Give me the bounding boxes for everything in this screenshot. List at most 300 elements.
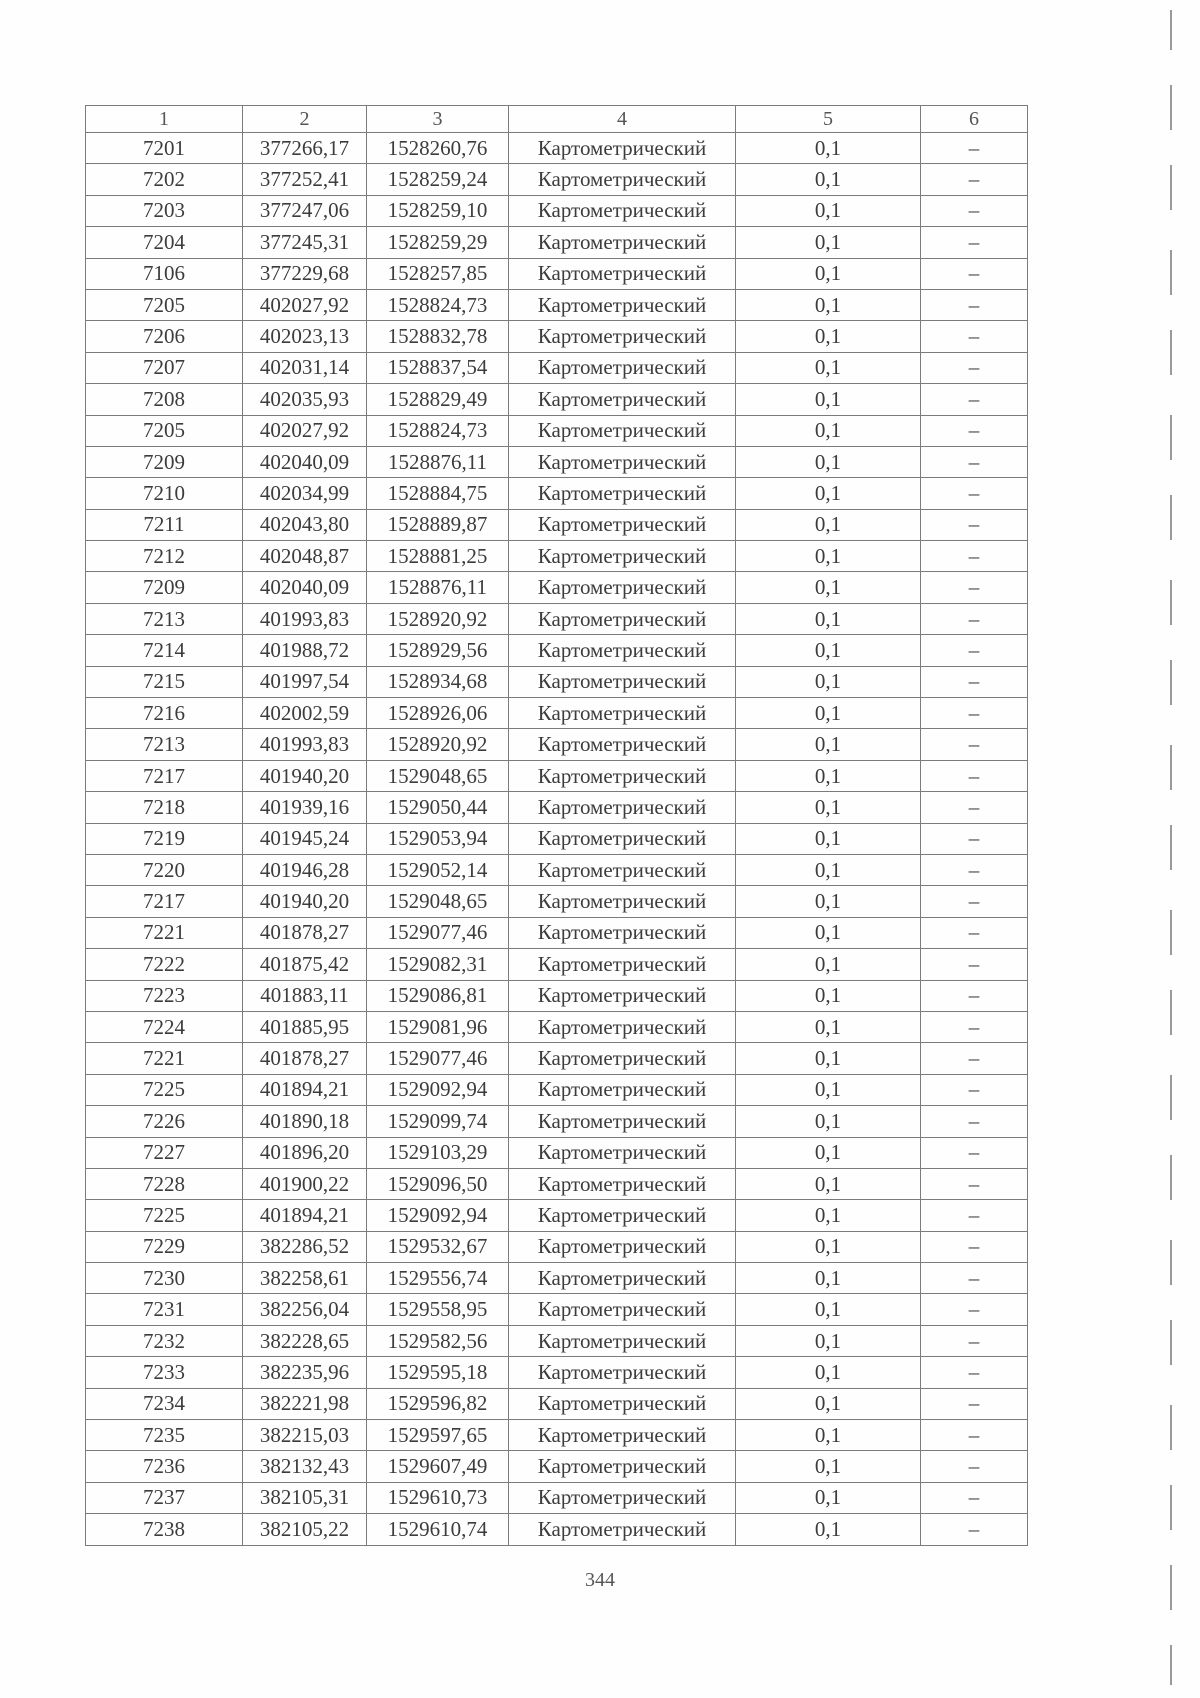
table-row <box>86 415 1028 446</box>
cell-x-coordinate: 401894,21 <box>243 1200 367 1231</box>
cell-note: – <box>921 823 1028 854</box>
cell-note: – <box>921 1043 1028 1074</box>
cell-method: Картометрический <box>509 384 736 415</box>
cell-y-coordinate: 1529092,94 <box>367 1074 509 1105</box>
cell-y-coordinate: 1529050,44 <box>367 792 509 823</box>
table-row <box>86 1074 1028 1105</box>
table-row <box>86 886 1028 917</box>
table-row <box>86 478 1028 509</box>
cell-point-number: 7205 <box>86 289 243 320</box>
cell-x-coordinate: 382105,22 <box>243 1514 367 1545</box>
cell-x-coordinate: 402040,09 <box>243 446 367 477</box>
cell-accuracy: 0,1 <box>736 1231 921 1262</box>
cell-method: Картометрический <box>509 1451 736 1482</box>
cell-accuracy: 0,1 <box>736 917 921 948</box>
cell-accuracy: 0,1 <box>736 1325 921 1356</box>
margin-mark <box>1170 1240 1172 1285</box>
table-row <box>86 133 1028 164</box>
cell-note: – <box>921 258 1028 289</box>
cell-y-coordinate: 1528260,76 <box>367 133 509 164</box>
margin-mark <box>1170 745 1172 790</box>
cell-x-coordinate: 401946,28 <box>243 854 367 885</box>
table-row <box>86 352 1028 383</box>
cell-note: – <box>921 792 1028 823</box>
cell-method: Картометрический <box>509 1043 736 1074</box>
cell-point-number: 7237 <box>86 1482 243 1513</box>
table-row <box>86 384 1028 415</box>
cell-point-number: 7213 <box>86 603 243 634</box>
cell-y-coordinate: 1529610,73 <box>367 1482 509 1513</box>
cell-point-number: 7215 <box>86 666 243 697</box>
cell-y-coordinate: 1528259,24 <box>367 164 509 195</box>
margin-mark <box>1170 1485 1172 1530</box>
margin-mark <box>1170 1155 1172 1200</box>
cell-note: – <box>921 1357 1028 1388</box>
table-row <box>86 1514 1028 1545</box>
cell-x-coordinate: 401993,83 <box>243 729 367 760</box>
cell-point-number: 7221 <box>86 1043 243 1074</box>
cell-accuracy: 0,1 <box>736 289 921 320</box>
cell-note: – <box>921 1420 1028 1451</box>
cell-accuracy: 0,1 <box>736 729 921 760</box>
cell-y-coordinate: 1528876,11 <box>367 572 509 603</box>
cell-note: – <box>921 603 1028 634</box>
table-row <box>86 1420 1028 1451</box>
cell-point-number: 7213 <box>86 729 243 760</box>
cell-point-number: 7201 <box>86 133 243 164</box>
header-cell-5: 5 <box>736 106 921 133</box>
cell-note: – <box>921 384 1028 415</box>
table-row <box>86 195 1028 226</box>
cell-method: Картометрический <box>509 729 736 760</box>
cell-x-coordinate: 401940,20 <box>243 886 367 917</box>
cell-method: Картометрический <box>509 164 736 195</box>
table-row <box>86 289 1028 320</box>
cell-accuracy: 0,1 <box>736 1388 921 1419</box>
cell-accuracy: 0,1 <box>736 227 921 258</box>
margin-mark <box>1170 85 1172 130</box>
cell-method: Картометрический <box>509 1388 736 1419</box>
cell-method: Картометрический <box>509 1074 736 1105</box>
margin-mark <box>1170 1645 1172 1685</box>
cell-x-coordinate: 401945,24 <box>243 823 367 854</box>
cell-point-number: 7228 <box>86 1168 243 1199</box>
header-row <box>86 106 1028 133</box>
cell-y-coordinate: 1528920,92 <box>367 603 509 634</box>
cell-x-coordinate: 377252,41 <box>243 164 367 195</box>
cell-accuracy: 0,1 <box>736 572 921 603</box>
cell-x-coordinate: 401885,95 <box>243 1011 367 1042</box>
table-row <box>86 164 1028 195</box>
cell-accuracy: 0,1 <box>736 541 921 572</box>
cell-method: Картометрический <box>509 1420 736 1451</box>
cell-point-number: 7217 <box>86 886 243 917</box>
cell-y-coordinate: 1529096,50 <box>367 1168 509 1199</box>
cell-note: – <box>921 572 1028 603</box>
cell-accuracy: 0,1 <box>736 1043 921 1074</box>
cell-method: Картометрический <box>509 1231 736 1262</box>
cell-y-coordinate: 1529053,94 <box>367 823 509 854</box>
cell-note: – <box>921 509 1028 540</box>
cell-note: – <box>921 1231 1028 1262</box>
cell-x-coordinate: 402043,80 <box>243 509 367 540</box>
margin-mark <box>1170 165 1172 210</box>
cell-point-number: 7206 <box>86 321 243 352</box>
cell-note: – <box>921 541 1028 572</box>
margin-mark <box>1170 250 1172 295</box>
cell-x-coordinate: 401894,21 <box>243 1074 367 1105</box>
cell-y-coordinate: 1528259,29 <box>367 227 509 258</box>
cell-method: Картометрический <box>509 133 736 164</box>
cell-note: – <box>921 289 1028 320</box>
cell-note: – <box>921 1200 1028 1231</box>
cell-method: Картометрический <box>509 1106 736 1137</box>
table-row <box>86 917 1028 948</box>
cell-y-coordinate: 1529596,82 <box>367 1388 509 1419</box>
cell-x-coordinate: 401900,22 <box>243 1168 367 1199</box>
cell-method: Картометрический <box>509 1137 736 1168</box>
cell-x-coordinate: 401993,83 <box>243 603 367 634</box>
cell-point-number: 7226 <box>86 1106 243 1137</box>
cell-y-coordinate: 1528259,10 <box>367 195 509 226</box>
cell-accuracy: 0,1 <box>736 792 921 823</box>
cell-method: Картометрический <box>509 1200 736 1231</box>
cell-note: – <box>921 666 1028 697</box>
cell-y-coordinate: 1528881,25 <box>367 541 509 572</box>
cell-method: Картометрический <box>509 1514 736 1545</box>
cell-x-coordinate: 382221,98 <box>243 1388 367 1419</box>
cell-method: Картометрический <box>509 258 736 289</box>
cell-accuracy: 0,1 <box>736 1074 921 1105</box>
header-cell-6: 6 <box>921 106 1028 133</box>
cell-accuracy: 0,1 <box>736 133 921 164</box>
cell-point-number: 7236 <box>86 1451 243 1482</box>
cell-point-number: 7214 <box>86 635 243 666</box>
cell-accuracy: 0,1 <box>736 1451 921 1482</box>
table-row <box>86 572 1028 603</box>
table-row <box>86 729 1028 760</box>
cell-note: – <box>921 917 1028 948</box>
cell-point-number: 7234 <box>86 1388 243 1419</box>
table-row <box>86 980 1028 1011</box>
cell-accuracy: 0,1 <box>736 415 921 446</box>
cell-y-coordinate: 1528920,92 <box>367 729 509 760</box>
cell-note: – <box>921 195 1028 226</box>
cell-method: Картометрический <box>509 603 736 634</box>
cell-note: – <box>921 1074 1028 1105</box>
cell-accuracy: 0,1 <box>736 1294 921 1325</box>
cell-note: – <box>921 1137 1028 1168</box>
cell-method: Картометрический <box>509 415 736 446</box>
cell-accuracy: 0,1 <box>736 195 921 226</box>
cell-y-coordinate: 1529607,49 <box>367 1451 509 1482</box>
cell-accuracy: 0,1 <box>736 666 921 697</box>
cell-method: Картометрический <box>509 1482 736 1513</box>
cell-accuracy: 0,1 <box>736 478 921 509</box>
cell-accuracy: 0,1 <box>736 352 921 383</box>
cell-y-coordinate: 1529077,46 <box>367 1043 509 1074</box>
cell-x-coordinate: 401890,18 <box>243 1106 367 1137</box>
cell-point-number: 7217 <box>86 760 243 791</box>
cell-y-coordinate: 1528837,54 <box>367 352 509 383</box>
header-cell-4: 4 <box>509 106 736 133</box>
cell-note: – <box>921 164 1028 195</box>
cell-accuracy: 0,1 <box>736 1106 921 1137</box>
table-row <box>86 1263 1028 1294</box>
cell-x-coordinate: 401883,11 <box>243 980 367 1011</box>
margin-mark <box>1170 910 1172 955</box>
cell-y-coordinate: 1529086,81 <box>367 980 509 1011</box>
cell-method: Картометрический <box>509 666 736 697</box>
cell-x-coordinate: 402023,13 <box>243 321 367 352</box>
cell-x-coordinate: 382256,04 <box>243 1294 367 1325</box>
cell-x-coordinate: 382235,96 <box>243 1357 367 1388</box>
cell-point-number: 7202 <box>86 164 243 195</box>
cell-x-coordinate: 402027,92 <box>243 415 367 446</box>
cell-method: Картометрический <box>509 823 736 854</box>
header-cell-1: 1 <box>86 106 243 133</box>
cell-method: Картометрический <box>509 980 736 1011</box>
cell-method: Картометрический <box>509 572 736 603</box>
margin-mark <box>1170 10 1172 50</box>
cell-y-coordinate: 1528926,06 <box>367 698 509 729</box>
cell-point-number: 7238 <box>86 1514 243 1545</box>
table-row <box>86 854 1028 885</box>
table-row <box>86 949 1028 980</box>
cell-point-number: 7207 <box>86 352 243 383</box>
cell-accuracy: 0,1 <box>736 854 921 885</box>
table-row <box>86 1388 1028 1419</box>
margin-mark <box>1170 415 1172 460</box>
cell-note: – <box>921 1011 1028 1042</box>
cell-method: Картометрический <box>509 1263 736 1294</box>
table-row <box>86 635 1028 666</box>
table-row <box>86 446 1028 477</box>
margin-mark <box>1170 1320 1172 1365</box>
cell-method: Картометрический <box>509 227 736 258</box>
margin-mark <box>1170 330 1172 375</box>
cell-point-number: 7235 <box>86 1420 243 1451</box>
cell-accuracy: 0,1 <box>736 1263 921 1294</box>
cell-x-coordinate: 401875,42 <box>243 949 367 980</box>
cell-note: – <box>921 1263 1028 1294</box>
cell-x-coordinate: 402040,09 <box>243 572 367 603</box>
cell-accuracy: 0,1 <box>736 980 921 1011</box>
cell-x-coordinate: 402048,87 <box>243 541 367 572</box>
cell-x-coordinate: 401878,27 <box>243 1043 367 1074</box>
cell-x-coordinate: 377245,31 <box>243 227 367 258</box>
cell-note: – <box>921 760 1028 791</box>
table-row <box>86 227 1028 258</box>
cell-y-coordinate: 1528824,73 <box>367 289 509 320</box>
cell-note: – <box>921 415 1028 446</box>
cell-x-coordinate: 382105,31 <box>243 1482 367 1513</box>
cell-y-coordinate: 1529582,56 <box>367 1325 509 1356</box>
cell-note: – <box>921 1106 1028 1137</box>
cell-note: – <box>921 446 1028 477</box>
cell-method: Картометрический <box>509 478 736 509</box>
table-row <box>86 1168 1028 1199</box>
cell-method: Картометрический <box>509 886 736 917</box>
cell-point-number: 7205 <box>86 415 243 446</box>
cell-accuracy: 0,1 <box>736 1168 921 1199</box>
cell-note: – <box>921 949 1028 980</box>
cell-x-coordinate: 382228,65 <box>243 1325 367 1356</box>
cell-note: – <box>921 1451 1028 1482</box>
table-row <box>86 792 1028 823</box>
table-row <box>86 1451 1028 1482</box>
cell-note: – <box>921 1482 1028 1513</box>
cell-y-coordinate: 1529052,14 <box>367 854 509 885</box>
cell-accuracy: 0,1 <box>736 384 921 415</box>
cell-point-number: 7225 <box>86 1074 243 1105</box>
cell-y-coordinate: 1528929,56 <box>367 635 509 666</box>
cell-note: – <box>921 1325 1028 1356</box>
cell-accuracy: 0,1 <box>736 635 921 666</box>
cell-x-coordinate: 401940,20 <box>243 760 367 791</box>
cell-point-number: 7210 <box>86 478 243 509</box>
cell-accuracy: 0,1 <box>736 1137 921 1168</box>
cell-x-coordinate: 382258,61 <box>243 1263 367 1294</box>
cell-point-number: 7209 <box>86 446 243 477</box>
cell-point-number: 7223 <box>86 980 243 1011</box>
cell-accuracy: 0,1 <box>736 258 921 289</box>
cell-accuracy: 0,1 <box>736 1200 921 1231</box>
cell-accuracy: 0,1 <box>736 509 921 540</box>
cell-y-coordinate: 1528832,78 <box>367 321 509 352</box>
cell-x-coordinate: 401878,27 <box>243 917 367 948</box>
table-row <box>86 509 1028 540</box>
cell-note: – <box>921 1294 1028 1325</box>
cell-accuracy: 0,1 <box>736 949 921 980</box>
cell-accuracy: 0,1 <box>736 321 921 352</box>
cell-point-number: 7216 <box>86 698 243 729</box>
binding-margin-marks <box>1160 0 1200 1698</box>
table-row <box>86 1200 1028 1231</box>
cell-method: Картометрический <box>509 635 736 666</box>
table-row <box>86 1011 1028 1042</box>
cell-y-coordinate: 1529103,29 <box>367 1137 509 1168</box>
margin-mark <box>1170 1565 1172 1610</box>
cell-method: Картометрический <box>509 509 736 540</box>
cell-point-number: 7211 <box>86 509 243 540</box>
cell-accuracy: 0,1 <box>736 886 921 917</box>
cell-method: Картометрический <box>509 1357 736 1388</box>
cell-note: – <box>921 1168 1028 1199</box>
table-row <box>86 1043 1028 1074</box>
cell-x-coordinate: 402002,59 <box>243 698 367 729</box>
cell-point-number: 7221 <box>86 917 243 948</box>
cell-method: Картометрический <box>509 1168 736 1199</box>
margin-mark <box>1170 660 1172 705</box>
cell-point-number: 7233 <box>86 1357 243 1388</box>
cell-point-number: 7218 <box>86 792 243 823</box>
cell-y-coordinate: 1529558,95 <box>367 1294 509 1325</box>
cell-note: – <box>921 980 1028 1011</box>
cell-accuracy: 0,1 <box>736 698 921 729</box>
cell-note: – <box>921 227 1028 258</box>
cell-note: – <box>921 729 1028 760</box>
cell-note: – <box>921 1514 1028 1545</box>
cell-accuracy: 0,1 <box>736 446 921 477</box>
cell-accuracy: 0,1 <box>736 164 921 195</box>
cell-note: – <box>921 635 1028 666</box>
cell-x-coordinate: 401988,72 <box>243 635 367 666</box>
cell-note: – <box>921 321 1028 352</box>
cell-note: – <box>921 886 1028 917</box>
cell-note: – <box>921 133 1028 164</box>
cell-x-coordinate: 401896,20 <box>243 1137 367 1168</box>
cell-method: Картометрический <box>509 195 736 226</box>
cell-point-number: 7222 <box>86 949 243 980</box>
cell-x-coordinate: 402031,14 <box>243 352 367 383</box>
cell-note: – <box>921 1388 1028 1419</box>
table-row <box>86 541 1028 572</box>
margin-mark <box>1170 1075 1172 1120</box>
cell-y-coordinate: 1528824,73 <box>367 415 509 446</box>
margin-mark <box>1170 580 1172 625</box>
cell-accuracy: 0,1 <box>736 1514 921 1545</box>
cell-method: Картометрический <box>509 792 736 823</box>
cell-method: Картометрический <box>509 1294 736 1325</box>
cell-note: – <box>921 478 1028 509</box>
cell-point-number: 7230 <box>86 1263 243 1294</box>
header-cell-2: 2 <box>243 106 367 133</box>
cell-point-number: 7204 <box>86 227 243 258</box>
table-row <box>86 1294 1028 1325</box>
margin-mark <box>1170 825 1172 870</box>
cell-point-number: 7208 <box>86 384 243 415</box>
table-row <box>86 1137 1028 1168</box>
cell-x-coordinate: 377266,17 <box>243 133 367 164</box>
cell-y-coordinate: 1528876,11 <box>367 446 509 477</box>
cell-method: Картометрический <box>509 1011 736 1042</box>
cell-point-number: 7231 <box>86 1294 243 1325</box>
cell-method: Картометрический <box>509 698 736 729</box>
cell-y-coordinate: 1528889,87 <box>367 509 509 540</box>
cell-y-coordinate: 1529099,74 <box>367 1106 509 1137</box>
table-row <box>86 258 1028 289</box>
cell-method: Картометрический <box>509 949 736 980</box>
table-row <box>86 760 1028 791</box>
cell-point-number: 7227 <box>86 1137 243 1168</box>
table-row <box>86 823 1028 854</box>
cell-method: Картометрический <box>509 352 736 383</box>
cell-method: Картометрический <box>509 446 736 477</box>
cell-y-coordinate: 1529048,65 <box>367 760 509 791</box>
cell-point-number: 7203 <box>86 195 243 226</box>
cell-x-coordinate: 402034,99 <box>243 478 367 509</box>
margin-mark <box>1170 990 1172 1035</box>
table-row <box>86 1106 1028 1137</box>
cell-y-coordinate: 1529610,74 <box>367 1514 509 1545</box>
cell-x-coordinate: 402027,92 <box>243 289 367 320</box>
cell-accuracy: 0,1 <box>736 1420 921 1451</box>
margin-mark <box>1170 495 1172 540</box>
cell-point-number: 7229 <box>86 1231 243 1262</box>
cell-x-coordinate: 401939,16 <box>243 792 367 823</box>
margin-mark <box>1170 1405 1172 1450</box>
cell-point-number: 7220 <box>86 854 243 885</box>
cell-point-number: 7209 <box>86 572 243 603</box>
cell-point-number: 7224 <box>86 1011 243 1042</box>
table-body <box>86 133 1028 1546</box>
cell-x-coordinate: 402035,93 <box>243 384 367 415</box>
cell-y-coordinate: 1529082,31 <box>367 949 509 980</box>
coordinates-table <box>85 105 1028 1546</box>
cell-y-coordinate: 1529595,18 <box>367 1357 509 1388</box>
cell-point-number: 7106 <box>86 258 243 289</box>
